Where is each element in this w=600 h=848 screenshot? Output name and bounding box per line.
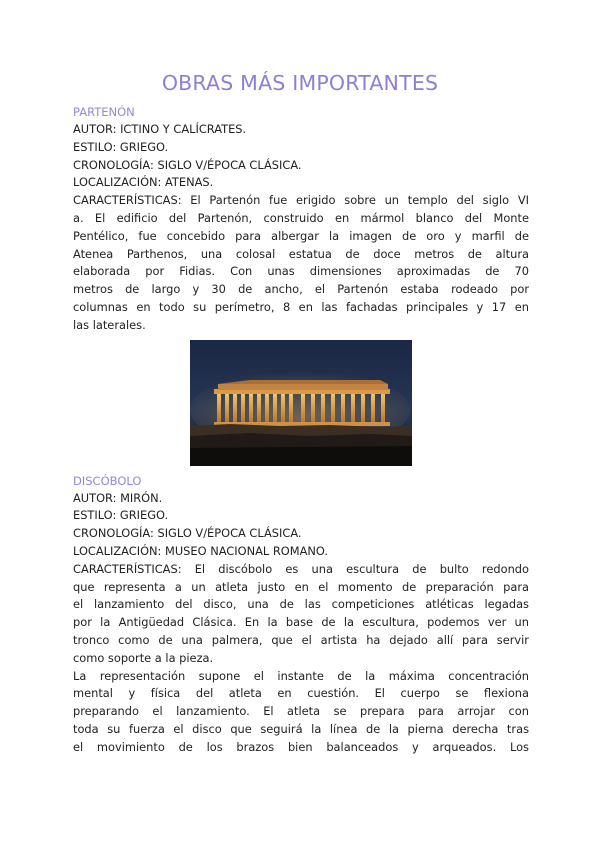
discobolo-caracteristicas-line: La representación supone el instante de la máxima concentración bbox=[73, 668, 529, 683]
discobolo-caracteristicas-line: por la Antigüedad Clásica. En la base de la escultura, podemos ver un bbox=[73, 615, 529, 630]
partenon-autor: AUTOR: ICTINO Y CALÍCRATES. bbox=[73, 122, 247, 136]
partenon-localizacion: LOCALIZACIÓN: ATENAS. bbox=[73, 175, 214, 190]
document-body bbox=[73, 104, 529, 757]
discobolo-caracteristicas-line: el lanzamiento del disco, una de las competiciones atléticas legadas bbox=[73, 597, 529, 612]
discobolo-caracteristicas-line: tronco como de una palmera, que el artista ha dejado allí para servir bbox=[73, 632, 529, 647]
partenon-cronologia: CRONOLOGÍA: SIGLO V/ÉPOCA CLÁSICA. bbox=[73, 157, 302, 172]
discobolo-cronologia: CRONOLOGÍA: SIGLO V/ÉPOCA CLÁSICA. bbox=[73, 526, 302, 541]
partenon-caracteristicas-line: metros de largo y 30 de ancho, el Partenón estaba rodeado por bbox=[73, 282, 529, 297]
discobolo-estilo: ESTILO: GRIEGO. bbox=[73, 508, 169, 523]
discobolo-caracteristicas-line: como soporte a la pieza. bbox=[73, 650, 214, 665]
partenon-caracteristicas-line: columnas en todo su perímetro, 8 en las fachadas principales y 17 en bbox=[73, 299, 529, 314]
discobolo-caracteristicas-line: el movimiento de los brazos bien balanceados y arqueados. Los bbox=[73, 739, 529, 754]
partenon-caracteristicas-line: a. El edificio del Partenón, construido en mármol blanco del Monte bbox=[73, 210, 529, 225]
page-title: OBRAS MÁS IMPORTANTES bbox=[161, 71, 439, 95]
partenon-illustration bbox=[190, 340, 412, 466]
partenon-estilo: ESTILO: GRIEGO. bbox=[73, 139, 169, 154]
discobolo-caracteristicas-line: toda su fuerza el disco que seguirá la línea de la pierna derecha tras bbox=[73, 721, 529, 736]
partenon-caracteristicas-line: Pentélico, fue concebido para albergar la imagen de oro y marfil de bbox=[73, 228, 529, 243]
discobolo-caracteristicas-line: que representa a un atleta justo en el momento de preparación para bbox=[73, 579, 529, 594]
discobolo-autor: AUTOR: MIRÓN. bbox=[73, 490, 163, 505]
partenon-caracteristicas-line: Atenea Parthenos, una colosal estatua de doce metros de altura bbox=[73, 246, 529, 261]
discobolo-caracteristicas-line: preparando el lanzamiento. El atleta se prepara para arrojar con bbox=[73, 704, 529, 719]
discobolo-caracteristicas-line: mental y física del atleta en cuestión. El cuerpo se flexiona bbox=[73, 686, 529, 701]
section-heading-partenon: PARTENÓN bbox=[73, 105, 135, 119]
discobolo-localizacion: LOCALIZACIÓN: MUSEO NACIONAL ROMANO. bbox=[73, 543, 329, 558]
partenon-caracteristicas-line: elaborada por Fidias. Con unas dimensiones aproximadas de 70 bbox=[73, 264, 529, 279]
partenon-photo bbox=[190, 340, 412, 466]
discobolo-caracteristicas-line: CARACTERÍSTICAS: El discóbolo es una escultura de bulto redondo bbox=[73, 561, 529, 576]
section-heading-discobolo: DISCÓBOLO bbox=[73, 473, 142, 488]
partenon-caracteristicas-line: CARACTERÍSTICAS: El Partenón fue erigido sobre un templo del siglo VI bbox=[73, 193, 529, 208]
partenon-caracteristicas-line: las laterales. bbox=[73, 317, 146, 332]
